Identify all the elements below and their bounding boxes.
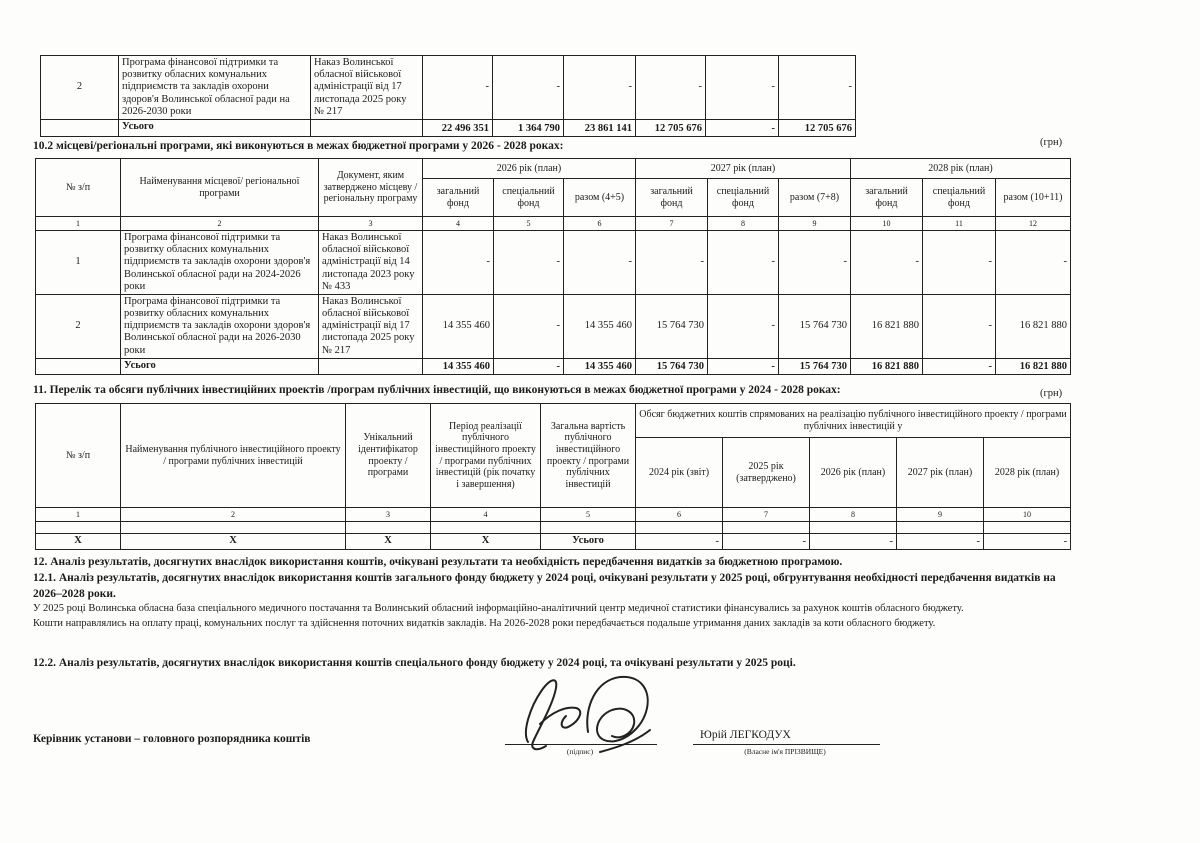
total-value: - (706, 119, 779, 136)
empty-cell (36, 522, 121, 534)
value-cell: 16 821 880 (996, 294, 1071, 358)
column-numbers-row (36, 217, 1071, 231)
empty-cell (723, 522, 810, 534)
empty-cell (636, 522, 723, 534)
section-12-heading: 12. Аналіз результатів, досягнутих внаслідок використання коштів, очікувані результати та необхідність передбачення видатків за бюджетною програмою. (33, 556, 843, 568)
value-cell: - (493, 56, 564, 120)
empty-cell (984, 522, 1071, 534)
col-header-period: Період реалізації публічного інвестиційного проекту / програми публічних інвестицій (рік початку і завершення) (431, 404, 541, 508)
col-header-general-fund: загальний фонд (423, 179, 494, 217)
total-value: - (810, 534, 897, 550)
program-document: Наказ Волинської обласної військової адміністрації від 17 листопада 2025 року № 217 (319, 294, 423, 358)
year-group-2026: 2026 рік (план) (423, 159, 636, 179)
year-2025: 2025 рік (затверджено) (723, 438, 810, 508)
total-value: - (897, 534, 984, 550)
total-value: - (984, 534, 1071, 550)
analysis-paragraph-line1: У 2025 році Волинська обласна база спеціального медичного постачання та Волинський обласний інформаційно-аналітичний центр медичної статистики фінансувались за рахунок коштів обласного бюджету. (33, 603, 964, 614)
value-cell: - (423, 231, 494, 295)
section-12-1-heading-line1: 12.1. Аналіз результатів, досягнутих внаслідок використання коштів загального фонду бюджету у 2024 році, очікувані результати у 2025 році, обгрунтування необхідності передбачення видатків на (33, 572, 1056, 584)
col-header-special-fund: спеціальний фонд (494, 179, 564, 217)
value-cell: - (923, 294, 996, 358)
x-cell: X (431, 534, 541, 550)
table-row (41, 56, 856, 120)
value-cell: - (708, 231, 779, 295)
program-name: Програма фінансової підтримки та розвитку обласних комунальних підприємств та закладів охорони здоров'я Волинської обласної ради на 2024-2026 роки (121, 231, 319, 295)
signature-line (505, 744, 657, 745)
empty-cell (541, 522, 636, 534)
total-value: 14 355 460 (564, 358, 636, 374)
value-cell: 15 764 730 (779, 294, 851, 358)
col-num: 7 (723, 508, 810, 522)
value-cell: 14 355 460 (423, 294, 494, 358)
col-header-special-fund: спеціальний фонд (708, 179, 779, 217)
currency-unit-label: (грн) (1040, 388, 1063, 399)
signatory-name: Юрій ЛЕГКОДУХ (700, 729, 791, 741)
col-header-total-78: разом (7+8) (779, 179, 851, 217)
col-num: 9 (779, 217, 851, 231)
name-caption: (Власне ім'я ПРІЗВИЩЕ) (744, 747, 826, 756)
value-cell: 16 821 880 (851, 294, 923, 358)
total-value: 23 861 141 (564, 119, 636, 136)
empty-cell (121, 522, 346, 534)
year-2028: 2028 рік (план) (984, 438, 1071, 508)
top-programs-table (40, 55, 856, 137)
total-value: 1 364 790 (493, 119, 564, 136)
year-group-header-row (36, 159, 1071, 179)
empty-cell (810, 522, 897, 534)
col-num: 10 (984, 508, 1071, 522)
empty-cell (41, 119, 119, 136)
investment-projects-table (35, 403, 1071, 550)
value-cell: - (779, 231, 851, 295)
value-cell: - (708, 294, 779, 358)
section-11-heading: 11. Перелік та обсяги публічних інвестиційних проектів /програм публічних інвестицій, що виконуються в межах бюджетної програми у 2024 - 2028 роках: (33, 384, 841, 396)
col-num: 4 (431, 508, 541, 522)
total-value: 16 821 880 (851, 358, 923, 374)
col-num: 9 (897, 508, 984, 522)
program-document: Наказ Волинської обласної військової адміністрації від 14 листопада 2023 року № 433 (319, 231, 423, 295)
empty-cell (311, 119, 423, 136)
value-cell: - (494, 231, 564, 295)
col-num: 2 (121, 217, 319, 231)
total-value: 15 764 730 (779, 358, 851, 374)
value-cell: - (423, 56, 493, 120)
x-cell: X (346, 534, 431, 550)
section-12-1-heading-line2: 2026–2028 роки. (33, 588, 116, 600)
col-header-project-name: Найменування публічного інвестиційного проекту / програми публічних інвестицій (121, 404, 346, 508)
value-cell: - (706, 56, 779, 120)
col-header-total-45: разом (4+5) (564, 179, 636, 217)
total-value: 22 496 351 (423, 119, 493, 136)
total-value: 12 705 676 (636, 119, 706, 136)
section-10-2-heading: 10.2 місцеві/регіональні програми, які виконуються в межах бюджетної програми у 2026 - 2028 роках: (33, 140, 564, 152)
value-cell: - (564, 231, 636, 295)
signature-caption: (підпис) (566, 747, 594, 756)
column-numbers-row (36, 508, 1071, 522)
empty-cell (319, 358, 423, 374)
col-num: 8 (810, 508, 897, 522)
year-group-2028: 2028 рік (план) (851, 159, 1071, 179)
total-value: - (923, 358, 996, 374)
total-value: - (494, 358, 564, 374)
table-row (36, 294, 1071, 358)
value-cell: - (923, 231, 996, 295)
col-num: 2 (121, 508, 346, 522)
empty-cell (36, 358, 121, 374)
col-header-special-fund: спеціальний фонд (923, 179, 996, 217)
empty-cell (431, 522, 541, 534)
currency-unit-label: (грн) (1040, 137, 1063, 148)
regional-programs-table (35, 158, 1071, 375)
col-header-general-fund: загальний фонд (851, 179, 923, 217)
col-num: 6 (564, 217, 636, 231)
total-value: 12 705 676 (779, 119, 856, 136)
section-12-2-heading: 12.2. Аналіз результатів, досягнутих внаслідок використання коштів спеціального фонду бюджету у 2024 році, та очікувані результати у 2025 році. (33, 657, 796, 669)
col-num: 6 (636, 508, 723, 522)
program-document: Наказ Волинської обласної військової адміністрації від 17 листопада 2025 року № 217 (311, 56, 423, 120)
col-num: 12 (996, 217, 1071, 231)
program-name: Програма фінансової підтримки та розвитку обласних комунальних підприємств та закладів охорони здоров'я Волинської обласної ради на 2026-2030 роки (119, 56, 311, 120)
col-header-uid: Унікальний ідентифікатор проекту / програми (346, 404, 431, 508)
empty-cell (346, 522, 431, 534)
total-label: Усього (119, 119, 311, 136)
total-value: 14 355 460 (423, 358, 494, 374)
col-header-num: № з/п (36, 404, 121, 508)
value-cell: - (636, 231, 708, 295)
analysis-paragraph-line2: Кошти направлялись на оплату праці, комунальних послуг та здійснення поточних видатків закладів. На 2026-2028 роки передбачається подальше утримання даних закладів за коти обласного бюджету. (33, 618, 936, 629)
value-cell: - (564, 56, 636, 120)
span-header-row (36, 404, 1071, 438)
x-cell: X (121, 534, 346, 550)
year-2026: 2026 рік (план) (810, 438, 897, 508)
value-cell: - (851, 231, 923, 295)
col-header-name: Найменування місцевої/ регіональної програми (121, 159, 319, 217)
row-number: 2 (41, 56, 119, 120)
col-header-doc: Документ, яким затверджено місцеву / регіональну програму (319, 159, 423, 217)
col-num: 3 (346, 508, 431, 522)
total-row (41, 119, 856, 136)
value-cell: 14 355 460 (564, 294, 636, 358)
value-cell: - (636, 56, 706, 120)
year-2027: 2027 рік (план) (897, 438, 984, 508)
total-value: - (636, 534, 723, 550)
col-header-num: № з/п (36, 159, 121, 217)
table-row (36, 231, 1071, 295)
name-line (693, 744, 880, 745)
totals-x-row (36, 534, 1071, 550)
total-row (36, 358, 1071, 374)
empty-cell (897, 522, 984, 534)
col-header-cost: Загальна вартість публічного інвестиційного проекту / програми публічних інвестицій (541, 404, 636, 508)
total-value: - (708, 358, 779, 374)
col-num: 1 (36, 217, 121, 231)
row-number: 1 (36, 231, 121, 295)
signatory-role-label: Керівник установи – головного розпорядника коштів (33, 733, 311, 745)
col-num: 10 (851, 217, 923, 231)
col-num: 4 (423, 217, 494, 231)
total-label: Усього (121, 358, 319, 374)
value-cell: - (779, 56, 856, 120)
budget-funds-span-header: Обсяг бюджетних коштів спрямованих на реалізацію публічного інвестиційного проекту / програми публічних інвестицій у (636, 404, 1071, 438)
col-num: 8 (708, 217, 779, 231)
col-num: 7 (636, 217, 708, 231)
col-header-total-1011: разом (10+11) (996, 179, 1071, 217)
total-value: - (723, 534, 810, 550)
col-num: 3 (319, 217, 423, 231)
col-num: 1 (36, 508, 121, 522)
col-num: 5 (494, 217, 564, 231)
empty-row (36, 522, 1071, 534)
row-number: 2 (36, 294, 121, 358)
total-label: Усього (541, 534, 636, 550)
value-cell: - (996, 231, 1071, 295)
value-cell: - (494, 294, 564, 358)
total-value: 15 764 730 (636, 358, 708, 374)
program-name: Програма фінансової підтримки та розвитку обласних комунальних підприємств та закладів охорони здоров'я Волинської обласної ради на 2026-2030 роки (121, 294, 319, 358)
x-cell: X (36, 534, 121, 550)
col-header-general-fund: загальний фонд (636, 179, 708, 217)
year-2024: 2024 рік (звіт) (636, 438, 723, 508)
year-group-2027: 2027 рік (план) (636, 159, 851, 179)
value-cell: 15 764 730 (636, 294, 708, 358)
total-value: 16 821 880 (996, 358, 1071, 374)
col-num: 11 (923, 217, 996, 231)
col-num: 5 (541, 508, 636, 522)
